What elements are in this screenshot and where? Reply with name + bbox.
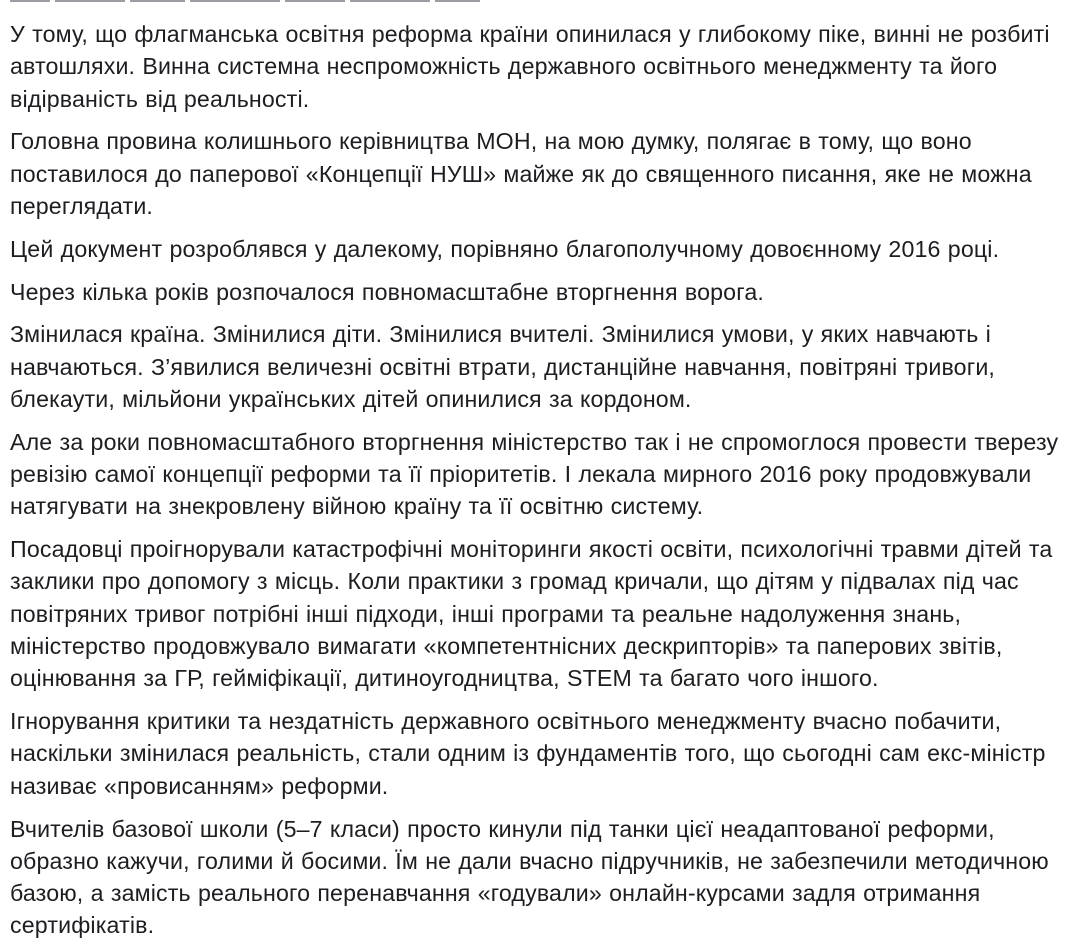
- paragraph: Змінилася країна. Змінилися діти. Змінилися вчителі. Змінилися умови, у яких навчають і навчаються. З’явилися величезні освітні втрати, дистанційне навчання, повітряні тривоги, блекаути, мільйони українських дітей опинилися за кордоном.: [10, 321, 996, 412]
- cut-off-text-line: [10, 0, 570, 3]
- post-body: [10, 18, 1088, 952]
- paragraph: У тому, що флагманська освітня реформа країни опинилася у глибокому піке, винні не розбиті автошляхи. Винна системна неспроможність державного освітнього менеджменту та його відірваність від реальності.: [10, 21, 1050, 112]
- paragraph: Вчителів базової школи (5–7 класи) просто кинули під танки цієї неадаптованої реформи, образно кажучи, голими й босими. Їм не дали вчасно підручників, не забезпечили методичною базою, а замість реального перенавчання «годували» онлайн-курсами задля отримання сертифікатів.: [10, 815, 1049, 939]
- paragraph: Цей документ розроблявся у далекому, порівняно благополучному довоєнному 2016 році.: [10, 235, 1000, 262]
- paragraph: Головна провина колишнього керівництва МОН, на мою думку, полягає в тому, що воно поставилося до паперової «Концепції НУШ» майже як до священного писання, яке не можна переглядати.: [10, 128, 1032, 219]
- paragraph: Але за роки повномасштабного вторгнення міністерство так і не спромоглося провести тверезу ревізію самої концепції реформи та її пріоритетів. І лекала мирного 2016 року продовжували натягувати на знекровлену війною країну та її освітню систему.: [10, 428, 1059, 520]
- paragraph: Через кілька років розпочалося повномасштабне вторгнення ворога.: [10, 278, 764, 305]
- paragraph: Посадовці проігнорували катастрофічні моніторинги якості освіти, психологічні травми дітей та заклики про допомогу з місць. Коли практики з громад кричали, що дітям у підвалах під час повітряних тривог потрібні інші підходи, інші програми та реальне надолуження знань, міністерство продовжувало вимагати «компетентнісних дескрипторів» та паперових звітів, оцінювання за ГР, гейміфікації, дитиноугодництва, STEM та багато чого іншого.: [10, 536, 1053, 692]
- paragraph: Ігнорування критики та нездатність державного освітнього менеджменту вчасно побачити, наскільки змінилася реальність, стали одним із фундаментів того, що сьогодні сам екс-міністр називає «провисанням» реформи.: [10, 708, 1046, 799]
